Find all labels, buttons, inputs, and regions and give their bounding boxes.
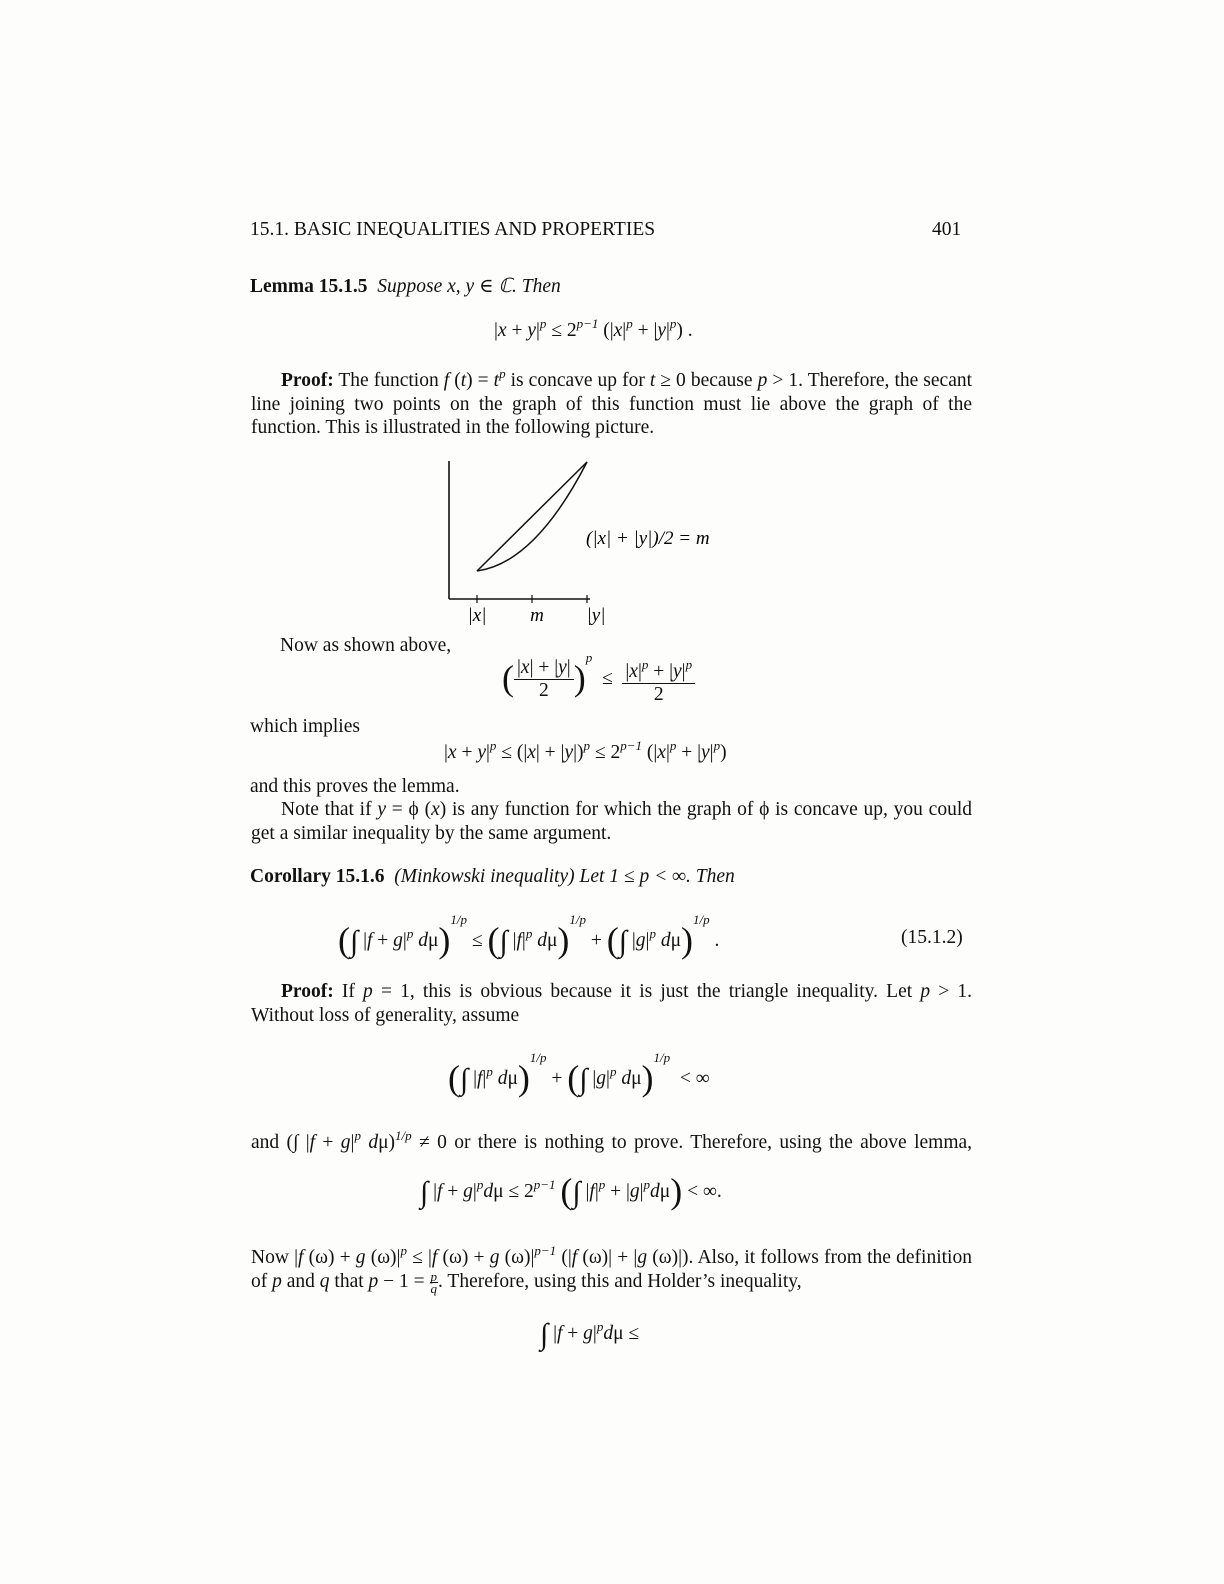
also-text: . Also, it follows from the <box>688 1247 891 1268</box>
holder-start: ∫ $|f + g|^pd\mu$ ≤ <box>540 1318 640 1351</box>
proof-text-a: The function <box>338 370 439 391</box>
secant-line <box>477 462 587 571</box>
running-header: 15.1. BASIC INEQUALITIES AND PROPERTIES <box>250 219 656 240</box>
def-text-a: definition of <box>251 1247 972 1292</box>
tick-label-y: |y| <box>586 605 606 626</box>
lemma-vars: x, y ∈ ℂ. <box>447 276 517 297</box>
corollary-condition: 1 ≤ p < ∞. <box>609 866 691 887</box>
def-text-b: and <box>286 1270 315 1292</box>
lemma-label: Lemma 15.1.5 <box>250 276 368 297</box>
lemma-equation: $|x + y|^p \le 2^{p-1}$ $(|x|^p + |y|^p)$ . <box>494 316 693 341</box>
def-text-c: that <box>334 1270 364 1292</box>
note-paragraph: Note that if y = ϕ (x) is any function for which the graph of ϕ is concave up, you could get a similar inequality by the same argument. <box>251 799 972 844</box>
finiteness-assumption: (∫ $|f|^p$ dμ)$^{1/p}$ + (∫ $|g|^p$ dμ)$^{1/p}$ < ∞ <box>448 1050 710 1098</box>
which-implies-text: which implies <box>250 716 360 737</box>
lemma-application: ∫ $|f + g|^pd\mu \le 2^{p-1}$ (∫ $|f|^p + |g|^pd\mu$) < ∞. <box>420 1171 722 1211</box>
proves-lemma-text: and this proves the lemma. <box>250 776 460 797</box>
minkowski-inequality: (∫ $|f + g|^p$ dμ)$^{1/p}$ ≤ (∫ $|f|^p$ dμ)$^{1/p}$ + (∫ $|g|^p$ dμ)$^{1/p}$ . <box>338 912 720 960</box>
proof2-text-a: If <box>341 981 355 1002</box>
tick-label-m: m <box>530 605 544 626</box>
proof-text-d: . Therefore, the secant line joining two points on the graph of this function must lie above the graph of the function. This is illustrated in the following picture. <box>251 370 973 439</box>
corollary-label: Corollary 15.1.6 <box>250 866 385 887</box>
proof2-label: Proof: <box>281 981 334 1002</box>
corollary-name: (Minkowski inequality) Let <box>394 866 605 887</box>
implied-inequality: $|x + y|^p \le (|x| + |y|)^p \le 2^{p-1}$ $(|x|^p + |y|^p)$ <box>444 738 727 763</box>
now-as-shown-text: Now as shown above, <box>280 635 452 656</box>
concavity-figure <box>440 455 740 630</box>
and-text: and <box>251 1132 280 1153</box>
note-text-a: Note that if <box>281 799 372 820</box>
proof2-text-b: , this is obvious because it is just the triangle inequality. Let <box>409 981 913 1002</box>
now-text: Now <box>251 1247 289 1268</box>
lemma-statement <box>250 275 561 299</box>
or-text: or there is nothing to prove. Therefore, using the above lemma, <box>454 1132 973 1153</box>
proof2-text-c: Without loss of generality, assume <box>251 1004 520 1026</box>
proof-label: Proof: <box>281 370 334 391</box>
corollary-statement <box>250 865 735 889</box>
mean-inequality: ( $\frac{|x| + |y|}{2}$ )$^p$ ≤ $\frac{|x|^p + |y|^p}{2}$ <box>502 650 695 706</box>
note-text-b: is any function for which the graph of <box>451 799 754 820</box>
proof-text-b: is concave up for <box>510 370 645 391</box>
nonzero-line: and (∫ $|f + g|^p$ dμ)$^{1/p}$ ≠ 0 or there is nothing to prove. Therefore, using the above lemma, <box>251 1128 973 1153</box>
corollary-then: Then <box>695 866 735 887</box>
proof-text-c: because <box>690 370 753 391</box>
page-number: 401 <box>932 219 962 240</box>
equation-number: (15.1.2) <box>901 927 963 948</box>
note-text-c: is concave up, you could get a similar inequality by the same argument. <box>251 799 972 844</box>
proof-paragraph-2: Proof: If p = 1, this is obvious because it is just the triangle inequality. Let p > 1. Without loss of generality, assume <box>251 981 973 1026</box>
proof-paragraph-1: Proof: The function f $(t) = t^p$ is concave up for t ≥ 0 because p > 1. Therefore, the secant line joining two points on the graph of this function must lie above the graph of the function. This is illustrated in the following picture. <box>251 366 973 439</box>
tick-label-x: |x| <box>467 605 487 626</box>
lemma-text-2: Then <box>521 276 561 297</box>
curve-label: (|x| + |y|)/2 = m <box>586 528 710 549</box>
def-text-d: . Therefore, using this and Holder’s inequality, <box>438 1270 802 1292</box>
lemma-text-1: Suppose <box>377 276 443 297</box>
pointwise-paragraph: Now |f (ω) + g $(\omega)|^p \le |f$ (ω) + g $(\omega)|^{p-1}$ (|f (ω)| + |g (ω)|). Also, it follows from the definition of p and q that p − 1 = $\frac{p}{q}$ . Therefore, using this and Holder’s inequality, <box>251 1243 972 1296</box>
